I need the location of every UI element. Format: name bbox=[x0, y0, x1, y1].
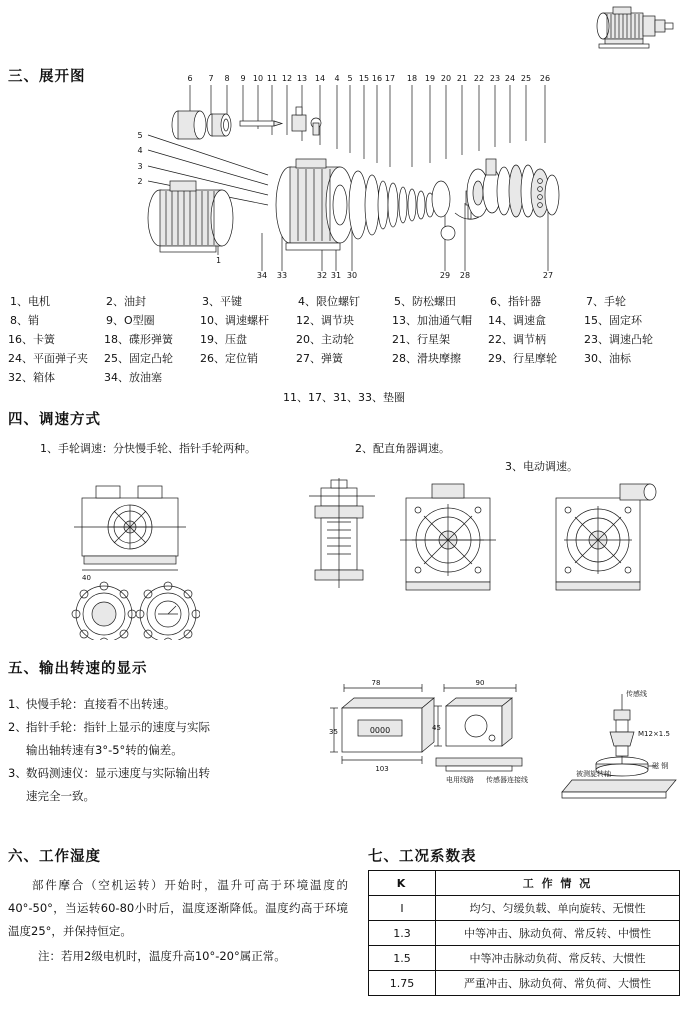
svg-text:25: 25 bbox=[520, 74, 532, 83]
dim-35: 35 bbox=[329, 728, 338, 736]
part-item: 32、箱体 bbox=[8, 371, 55, 384]
part-item: 9、O型圈 bbox=[106, 314, 155, 327]
part-item: 1、电机 bbox=[10, 295, 50, 308]
svg-text:16: 16 bbox=[371, 74, 383, 83]
svg-text:15: 15 bbox=[358, 74, 370, 83]
part-item: 15、固定环 bbox=[584, 314, 642, 327]
cell-k: 1.5 bbox=[369, 946, 436, 971]
svg-text:18: 18 bbox=[406, 74, 418, 83]
parts-row bbox=[8, 349, 680, 368]
list-item: 3、 数码测速仪：显示速度与实际输出转 bbox=[8, 766, 210, 780]
table-row bbox=[369, 896, 680, 921]
part-item bbox=[296, 368, 392, 387]
cell-k: 1.3 bbox=[369, 921, 436, 946]
right-angle-drive-side-view bbox=[305, 478, 385, 618]
svg-text:40: 40 bbox=[82, 574, 91, 582]
section-title-4: 四、调速方式 bbox=[8, 412, 101, 428]
handwheel-drawing bbox=[60, 480, 200, 640]
svg-text:20: 20 bbox=[440, 74, 452, 83]
table-row bbox=[369, 921, 680, 946]
part-item: 2、油封 bbox=[106, 295, 146, 308]
part-item: 19、压盘 bbox=[200, 333, 247, 346]
part-item: 16、卡簧 bbox=[8, 333, 55, 346]
label-sensor-cable: 传感器连接线 bbox=[486, 776, 528, 784]
part-item: 10、调速螺杆 bbox=[200, 314, 269, 327]
table-header-row bbox=[369, 871, 680, 896]
svg-text:9: 9 bbox=[240, 74, 246, 83]
list-item: 输出轴转速有3°-5°转的偏差。 bbox=[26, 743, 183, 757]
humidity-note: 注：若用2级电机时，温度升高10°-20°属正常。 bbox=[38, 949, 286, 963]
cell-condition: 中等冲击、脉动负荷、常反转、中惯性 bbox=[436, 921, 680, 946]
svg-text:21: 21 bbox=[456, 74, 468, 83]
cell-k: 1.75 bbox=[369, 971, 436, 996]
section-title-5: 五、输出转速的显示 bbox=[8, 661, 148, 677]
svg-text:3: 3 bbox=[137, 162, 143, 171]
speed-method-1: 1、手轮调速：分快慢手轮、指针手轮两种。 bbox=[40, 442, 256, 455]
speed-method-3: 3、电动调速。 bbox=[505, 460, 578, 473]
list-item: 1、 快慢手轮：直接看不出转速。 bbox=[8, 697, 176, 711]
svg-text:5: 5 bbox=[137, 131, 143, 140]
svg-text:32: 32 bbox=[316, 271, 328, 280]
diagram-top-numbers bbox=[187, 74, 550, 83]
svg-text:8: 8 bbox=[224, 74, 230, 83]
svg-text:2: 2 bbox=[137, 177, 143, 186]
parts-washers-note: 11、17、31、33、垫圈 bbox=[283, 391, 405, 404]
speed-method-2: 2、配直角器调速。 bbox=[355, 442, 450, 455]
parts-row bbox=[8, 330, 680, 349]
parts-list bbox=[8, 292, 680, 407]
svg-text:13: 13 bbox=[296, 74, 308, 83]
right-angle-drive-front-view bbox=[398, 478, 498, 618]
table-row bbox=[369, 946, 680, 971]
svg-text:19: 19 bbox=[424, 74, 436, 83]
svg-text:28: 28 bbox=[459, 271, 471, 280]
parts-row bbox=[8, 292, 680, 311]
diagram-label-1: 1 bbox=[216, 256, 222, 265]
exploded-diagram bbox=[0, 63, 689, 288]
cell-condition: 均匀、匀缓负载、单向旋转、无惯性 bbox=[436, 896, 680, 921]
label-power-line: 电用线路 bbox=[446, 776, 474, 784]
humidity-text bbox=[8, 874, 348, 968]
svg-text:27: 27 bbox=[542, 271, 554, 280]
part-item: 3、平键 bbox=[202, 295, 242, 308]
part-item: 6、指针器 bbox=[490, 295, 541, 308]
label-sensor-wire: 传感线 bbox=[626, 690, 647, 698]
part-item: 20、主动轮 bbox=[296, 333, 354, 346]
part-item: 7、手轮 bbox=[586, 295, 626, 308]
header-k: K bbox=[369, 871, 436, 896]
parts-row bbox=[8, 311, 680, 330]
part-item: 30、油标 bbox=[584, 352, 631, 365]
part-item: 8、销 bbox=[10, 314, 39, 327]
parts-row bbox=[8, 368, 680, 387]
diagram-bottom-numbers bbox=[257, 271, 553, 280]
tachometer-drawing bbox=[326, 676, 684, 808]
dim-45: 45 bbox=[432, 724, 441, 732]
part-item: 24、平面弹子夹 bbox=[8, 352, 88, 365]
section-title-6: 六、工作湿度 bbox=[8, 849, 101, 865]
cell-condition: 严重冲击、脉动负荷、常负荷、大惯性 bbox=[436, 971, 680, 996]
svg-text:23: 23 bbox=[489, 74, 501, 83]
part-item: 27、弹簧 bbox=[296, 352, 343, 365]
part-item: 22、调节柄 bbox=[488, 333, 546, 346]
part-item: 28、滑块摩擦 bbox=[392, 352, 461, 365]
svg-text:10: 10 bbox=[252, 74, 264, 83]
meter-digits: 0000 bbox=[369, 726, 391, 735]
svg-text:22: 22 bbox=[473, 74, 485, 83]
label-magnet: 磁 钢 bbox=[652, 762, 669, 770]
header-condition: 工 作 情 况 bbox=[436, 871, 680, 896]
svg-text:11: 11 bbox=[266, 74, 278, 83]
list-item: 速完全一致。 bbox=[26, 789, 95, 803]
svg-text:26: 26 bbox=[539, 74, 551, 83]
part-item: 25、固定凸轮 bbox=[104, 352, 173, 365]
humidity-paragraph: 部件摩合（空机运转）开始时，温升可高于环境温度的40°-50°，当运转60-80小时后，温度逐渐降低。温度约高于环境温度25°，并保持恒定。 bbox=[8, 878, 348, 938]
svg-text:4: 4 bbox=[334, 74, 340, 83]
part-item: 21、行星架 bbox=[392, 333, 450, 346]
part-item: 4、限位螺钉 bbox=[298, 295, 360, 308]
part-item bbox=[584, 368, 680, 387]
k-factor-table bbox=[368, 870, 680, 996]
svg-text:6: 6 bbox=[187, 74, 193, 83]
svg-text:34: 34 bbox=[256, 271, 268, 280]
part-item: 14、调速盒 bbox=[488, 314, 546, 327]
svg-text:5: 5 bbox=[347, 74, 353, 83]
part-item: 26、定位销 bbox=[200, 352, 258, 365]
part-item: 34、放油塞 bbox=[104, 371, 162, 384]
svg-text:4: 4 bbox=[137, 146, 143, 155]
svg-text:12: 12 bbox=[281, 74, 293, 83]
svg-text:31: 31 bbox=[330, 271, 342, 280]
part-item: 23、调速凸轮 bbox=[584, 333, 653, 346]
dim-90: 90 bbox=[475, 679, 485, 687]
part-item bbox=[392, 368, 488, 387]
dim-78: 78 bbox=[371, 679, 381, 687]
list-item: 2、 指针手轮：指针上显示的速度与实际 bbox=[8, 720, 210, 734]
motor-illustration-icon bbox=[589, 4, 675, 52]
svg-text:30: 30 bbox=[346, 271, 358, 280]
svg-text:29: 29 bbox=[439, 271, 451, 280]
svg-text:24: 24 bbox=[504, 74, 516, 83]
part-item: 12、调节块 bbox=[296, 314, 354, 327]
part-item bbox=[488, 368, 584, 387]
dim-103: 103 bbox=[375, 765, 389, 773]
cell-condition: 中等冲击脉动负荷、常反转、大惯性 bbox=[436, 946, 680, 971]
electric-drive-drawing bbox=[546, 478, 666, 618]
svg-text:7: 7 bbox=[208, 74, 214, 83]
diagram-left-numbers bbox=[137, 131, 142, 186]
section-title-3: 三、展开图 bbox=[8, 69, 86, 85]
label-thread: M12×1.5 bbox=[638, 730, 670, 738]
part-item: 18、碟形弹簧 bbox=[104, 333, 173, 346]
cell-k: I bbox=[369, 896, 436, 921]
part-item: 29、行星摩轮 bbox=[488, 352, 557, 365]
section-title-7: 七、工况系数表 bbox=[368, 849, 477, 865]
output-display-list bbox=[8, 693, 338, 808]
part-item bbox=[200, 368, 296, 387]
svg-text:17: 17 bbox=[384, 74, 396, 83]
svg-text:33: 33 bbox=[276, 271, 288, 280]
part-item: 5、防松螺田 bbox=[394, 295, 456, 308]
svg-text:14: 14 bbox=[314, 74, 326, 83]
table-row bbox=[369, 971, 680, 996]
part-item: 13、加油通气帽 bbox=[392, 314, 472, 327]
label-rotating-shaft: 被测旋转轴 bbox=[576, 770, 611, 778]
